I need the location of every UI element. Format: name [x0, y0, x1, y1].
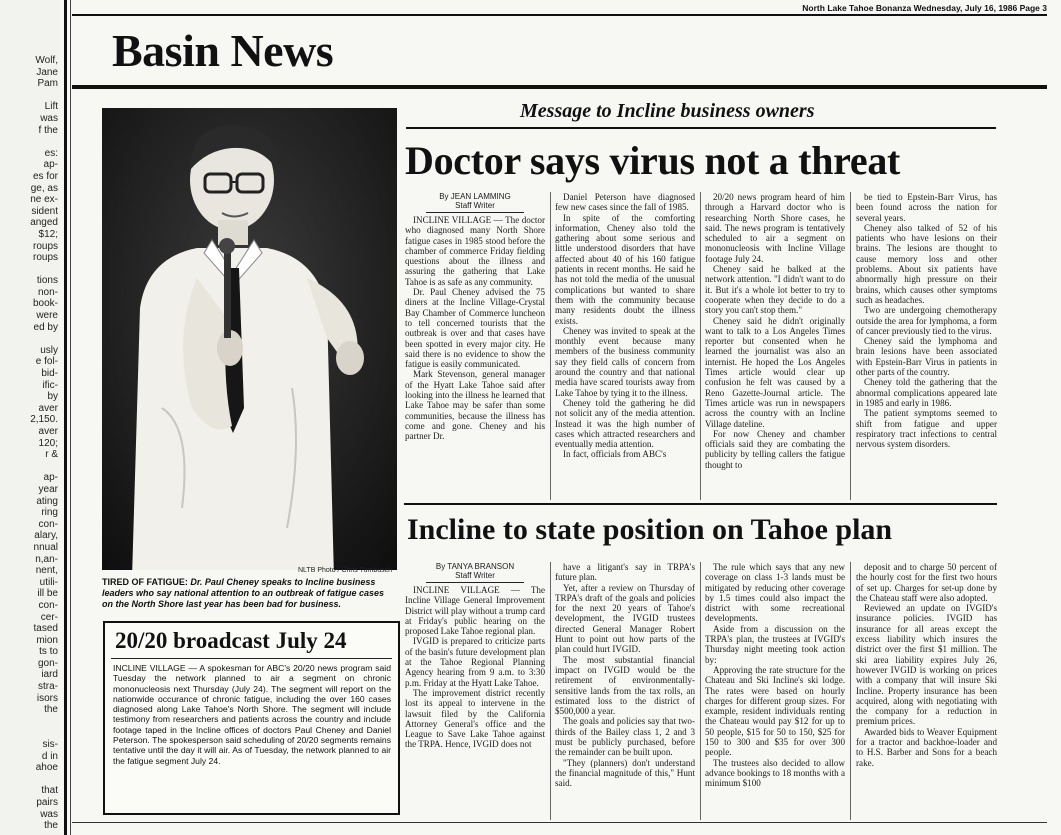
paragraph: Reviewed an update on IVGID's insurance policies. IVGID has insurance for all areas except the excess liability which insures the district over the first $1 million. The ski area liability expires July 26, however IVGID is working on prices with a company that will insure Ski Incline. Property insurance has been acquired, along with negotiating with the company for a reduction in premium prices.: [856, 603, 997, 727]
fragment-line: ill be: [37, 588, 58, 600]
fragment-line: 2,150.: [30, 414, 58, 426]
fragment-line: that: [41, 785, 58, 797]
doctor-photo-illustration: [102, 108, 397, 570]
column-text: [405, 585, 545, 750]
fragment-line: by: [47, 391, 58, 403]
fragment-line: [6, 333, 58, 345]
bottom-rule: [72, 822, 1047, 823]
fragment-line: r &: [45, 449, 58, 461]
fragment-line: ating: [36, 495, 58, 507]
paragraph: The improvement district recently lost its appeal to intervene in the lawsuit filed by the California Attorney General's office and the League to Save Lake Tahoe against the TRPA. Hence, IVGID does not: [405, 687, 545, 750]
fragment-line: con-: [38, 599, 58, 611]
column-rule: [550, 562, 551, 820]
fragment-line: tions: [36, 275, 58, 287]
fragment-line: 120;: [38, 437, 58, 449]
fragment-line: year: [38, 483, 58, 495]
photo-caption: [102, 577, 397, 610]
fragment-line: [6, 461, 58, 473]
story1-kicker: Message to Incline business owners: [520, 100, 815, 122]
fragment-line: roups: [32, 240, 58, 252]
byline-title: Staff Writer: [455, 201, 495, 210]
fragment-line: sis-: [42, 739, 58, 751]
fragment-line: ap-: [43, 472, 58, 484]
fragment-line: book-: [32, 298, 58, 310]
story1-headline: Doctor says virus not a threat: [405, 138, 901, 183]
paragraph: Cheney said he didn't originally want to talk to a Los Angeles Times reporter but consented when he learned the journalist was also an internist. He hoped the Los Angeles Times article would clear up confusion he felt was caused by a Reno Gazette-Journal article. The Times article was run in newspapers across the country with an Incline Village dateline.: [705, 315, 845, 429]
box-body: INCLINE VILLAGE — A spokesman for ABC's 20/20 news program said Tuesday the network planned to air a segment on chronic mononucleosis next Thursday (July 24). The segment will report on the nationwide occurance of chronic fatigue, including the over 160 cases diagnosed along Lake Tahoe's North Shore. The segment will include testimony from researchers and patients across the country and include footage taped in the Incline offices of doctors Paul Cheney and Daniel Peterson. The spokesperson said scheduling of 20/20 segments remains tentative until the day it will air. As of Tuesday, the network planned to air the fatigue segment July 24.: [113, 663, 391, 766]
paragraph: Mark Stevenson, general manager of the Hyatt Lake Tahoe said after looking into the illness he learned that Lake Tahoe may be safer than some communities, because the illness has come and gone. Cheney and his partner Dr.: [405, 369, 545, 442]
paragraph: Approving the rate structure for the Chateau and Ski Incline's ski lodge. The rates were based on hourly charges for different group sizes. For example, resident individuals renting the Chateau would pay $12 for up to 50 people, $15 for 50 to 150, $25 for 150 to 300 and $35 for over 300 people.: [705, 664, 845, 758]
fragment-line: iard: [41, 669, 58, 681]
fragment-line: Pam: [37, 78, 58, 90]
paragraph: have a litigant's say in TRPA's future plan.: [555, 562, 695, 583]
paragraph: In fact, officials from ABC's: [563, 449, 667, 460]
paragraph: Two are undergoing chemotherapy outside the area for lymphoma, a form of cancer previously tied to the virus.: [856, 305, 997, 336]
story1-column-2: [555, 192, 695, 500]
fragment-line: ahoe: [35, 762, 58, 774]
paragraph: Cheney said the lymphoma and brain lesions have been associated with Epstein-Barr Virus in patients in other parts of the country.: [856, 336, 997, 378]
fragment-line: e fol-: [35, 356, 58, 368]
paragraph: Awarded bids to Weaver Equipment for a tractor and backhoe-loader and to H.S. Barber and Sons for a beach rake.: [856, 726, 997, 768]
paragraph: IVGID is prepared to criticize parts of the basin's future development plan at the Tahoe Regional Planning Agency hearing from 9 a.m. to 3:30 p.m. Friday at the Hyatt Lake Tahoe.: [405, 636, 545, 688]
fragment-line: the: [44, 704, 58, 716]
fragment-line: ific-: [42, 379, 58, 391]
story1-column-1: [405, 192, 545, 500]
fragment-line: was: [40, 112, 58, 124]
paragraph: Cheney was invited to speak at the monthly event because many members of the business community say they field calls of concern from around the country and that national media have scared tourists away from Lake Tahoe by tying it to the illness.: [555, 325, 695, 398]
byline-name: By JEAN LAMMING: [439, 192, 511, 201]
column-rule: [850, 192, 851, 500]
page-gutter-rule: [64, 0, 67, 835]
byline-name: By TANYA BRANSON: [435, 562, 515, 571]
story2-byline: [405, 562, 545, 583]
fragment-line: isors: [36, 692, 58, 704]
column-text: [705, 562, 845, 789]
column-rule: [700, 192, 701, 500]
fragment-line: ring: [41, 507, 58, 519]
column-text: [405, 215, 545, 442]
paragraph: The patient symptoms seemed to shift from fatigue and upper respiratory tract infections to central nervous system disorders.: [856, 408, 997, 450]
paragraph: Cheney also talked of 52 of his patients who have lesions on their brains. The lesions are thought to cause memory loss and other problems. About six patients have abnormally high pressure on their brains, which causes other symptoms such as headaches.: [856, 222, 997, 305]
byline-rule: [426, 582, 524, 583]
fragment-line: ap-: [43, 159, 58, 171]
paragraph: The most substantial financial impact on IVGID would be the retirement of environmentally-sensitive lands from the tax rolls, an estimated loss to the district of $500,000 a year.: [555, 654, 695, 717]
fragment-line: gon-: [37, 657, 58, 669]
fragment-line: [6, 264, 58, 276]
fragment-line: roups: [32, 252, 58, 264]
fragment-line: d in: [41, 750, 58, 762]
paragraph: Yet, after a review on Thursday of TRPA's draft of the goals and policies for the next 20 years of Tahoe's development, the IVGID trustees directed General Manager Robert Hunt to point out how parts of the plan could hurt IVGID.: [555, 582, 695, 655]
fragment-line: mion: [36, 634, 58, 646]
fragment-line: non-: [37, 286, 58, 298]
fragment-line: bid-: [41, 368, 58, 380]
paragraph: The goals and policies say that two-thirds of the Bailey class 1, 2 and 3 must be publicly purchased, before the remainder can be built upon.: [555, 716, 695, 758]
byline-title: Staff Writer: [455, 571, 495, 580]
column-text: [856, 562, 997, 768]
fragment-line: were: [36, 310, 58, 322]
fragment-line: cer-: [40, 611, 58, 623]
fragment-line: ne ex-: [30, 194, 58, 206]
adjacent-page-text: [6, 55, 58, 832]
fragment-line: aver: [38, 426, 58, 437]
photo-credit: NLTB Photo / Chris Tumbusch: [298, 567, 393, 574]
column-text: [555, 192, 695, 460]
paragraph: The rule which says that any new coverage on class 1-3 lands must be mitigated by reducing other coverage by 1.5 times could also impact the district with some recreational developments.: [705, 562, 845, 624]
paragraph: INCLINE VILLAGE — The doctor who diagnosed many North Shore fatigue cases in 1985 stood before the chamber of commerce Friday fielding questions about the illness and assuring the gathering that Lake Tahoe is as safe as any community.: [405, 215, 545, 287]
paragraph: Daniel Peterson have diagnosed few new cases since the fall of 1985.: [555, 192, 695, 213]
caption-lead: TIRED OF FATIGUE:: [102, 577, 188, 587]
story-divider: [404, 503, 997, 505]
column-rule: [550, 192, 551, 500]
fragment-line: $12;: [38, 228, 58, 240]
news-photo: [102, 108, 397, 570]
story2-column-3: [705, 562, 845, 820]
paragraph: Cheney said he balked at the network attention. "I didn't want to do it. But it's a whole lot better to try to cooperate when they decide to do a story you can't stop them.": [705, 264, 845, 316]
fragment-line: es for: [32, 170, 58, 182]
paragraph: INCLINE VILLAGE — The Incline Village General Improvement District will play without a trump card at Friday's public hearing on the proposed Lake Tahoe regional plan.: [405, 585, 545, 637]
section-rule: [72, 85, 1047, 89]
paragraph: be tied to Epstein-Barr Virus, has been found across the nation for several years.: [856, 192, 997, 223]
fragment-line: stra-: [38, 681, 58, 693]
section-title: Basin News: [112, 25, 334, 76]
story1-byline: [405, 192, 545, 213]
top-rule: [72, 14, 1047, 16]
paragraph: Cheney told the gathering he did not solicit any of the media attention. Instead it was the high number of cases which attracted researchers and eventually media attention.: [555, 397, 695, 450]
story2-headline: Incline to state position on Tahoe plan: [407, 513, 893, 546]
column-rule: [850, 562, 851, 820]
fragment-line: Wolf,: [35, 55, 58, 66]
story2-column-4: [856, 562, 997, 820]
fragment-line: nent,: [35, 565, 58, 577]
fragment-line: usly: [40, 344, 58, 356]
fragment-line: [6, 716, 58, 728]
column-text: [856, 192, 997, 449]
story2-column-1: [405, 562, 545, 820]
fragment-line: ge, as: [30, 182, 58, 194]
fragment-line: aver: [38, 402, 58, 414]
fragment-line: the: [44, 820, 58, 832]
paragraph: "They (planners) don't understand the financial magnitude of this," Hunt said.: [555, 757, 695, 789]
story1-column-3: [705, 192, 845, 500]
column-text: [555, 562, 695, 789]
fragment-line: [6, 136, 58, 148]
fragment-line: n,an-: [35, 553, 58, 565]
story2-column-2: [555, 562, 695, 820]
paragraph: deposit and to charge 50 percent of the hourly cost for the first two hours of set up. Charges for set-up done by the Chateau staff were also adopted.: [856, 562, 997, 603]
paragraph: Dr. Paul Cheney advised the 75 diners at the Incline Village-Crystal Bay Chamber of Commerce luncheon to tell concerned tourists that the outbreak is over and that cases have been spotted in every major city. He said there is no evidence to show the fatigue is easily communicated.: [405, 287, 545, 370]
caption-text: Dr. Paul Cheney speaks to Incline business leaders who say national attention to an outbreak of fatigue cases on the North Shore last year has been bad for business.: [102, 577, 385, 609]
story1-column-4: [856, 192, 997, 500]
paragraph: For now Cheney and chamber officials said they are combating the publicity by telling callers the fatigue thought to: [705, 428, 845, 470]
fragment-line: ed by: [33, 321, 58, 333]
fragment-line: con-: [38, 518, 58, 530]
fragment-line: Lift: [44, 101, 58, 113]
column-text: [705, 192, 845, 470]
paragraph: Cheney told the gathering that the abnormal complications appeared late in 1985 and early in 1986.: [856, 377, 997, 408]
fragment-line: pairs: [36, 797, 58, 808]
fragment-line: f the: [38, 124, 58, 136]
fragment-line: sident: [31, 205, 58, 217]
paragraph: Aside from a discussion on the TRPA's plan, the trustees at IVGID's Thursday night meeting took action by:: [705, 623, 845, 665]
paragraph: In spite of the comforting information, Cheney also told the gathering about some serious and little understood disorders that have affected about 40 of his 160 fatigue patients in recent months. He said he has not told the media of the unusual complications but wanted to share them with the community because many residents doubt the illness exists.: [555, 212, 695, 326]
fragment-line: utili-: [39, 576, 58, 588]
fragment-line: nnual: [33, 541, 58, 553]
fragment-line: alary,: [34, 530, 58, 542]
fragment-line: anged: [30, 217, 58, 229]
byline-rule: [426, 212, 524, 213]
paragraph: The trustees also decided to allow advance bookings to 18 months with a minimum $100: [705, 757, 845, 789]
fragment-line: [6, 727, 58, 739]
fragment-line: was: [40, 808, 58, 820]
sidebar-box: [103, 621, 400, 815]
fragment-line: Jane: [36, 66, 58, 78]
fragment-line: [6, 774, 58, 786]
kicker-rule: [406, 127, 996, 129]
box-rule: [111, 658, 392, 659]
page-gutter-rule-thin: [70, 0, 71, 835]
fragment-line: ts to: [39, 646, 58, 658]
running-head: North Lake Tahoe Bonanza Wednesday, July 16, 1986 Page 3: [802, 3, 1047, 13]
fragment-line: [6, 90, 58, 102]
box-title: 20/20 broadcast July 24: [115, 628, 347, 653]
paragraph: 20/20 news program heard of him through a Harvard doctor who is researching North Shore cases, he said. The news program is tentatively scheduled to air a segment on mononucleosis with Incline Village footage July 24.: [705, 192, 845, 264]
fragment-line: es:: [44, 147, 58, 159]
fragment-line: tased: [33, 623, 58, 635]
column-rule: [700, 562, 701, 820]
